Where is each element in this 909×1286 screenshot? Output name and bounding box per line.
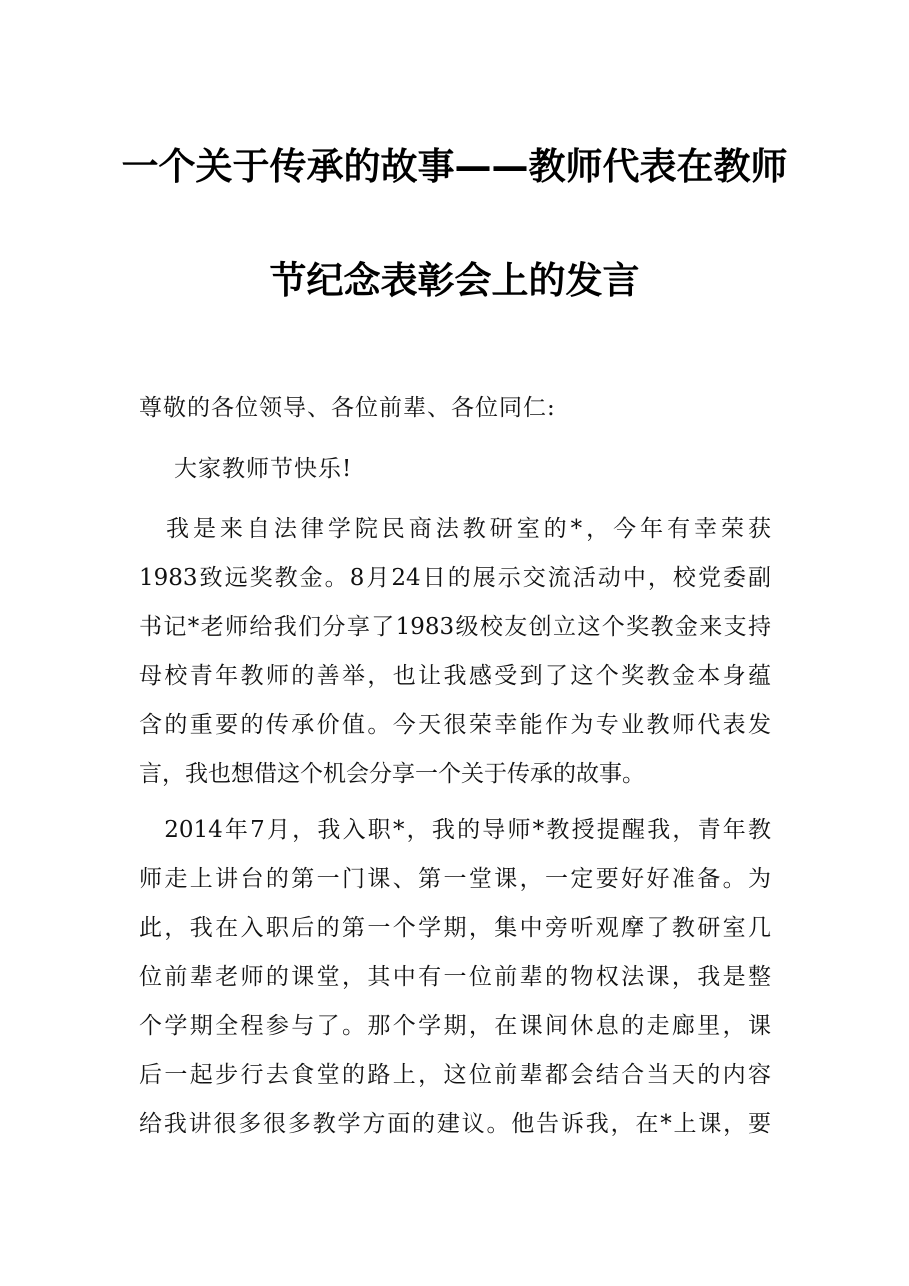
paragraph-line: 个学期全程参与了。那个学期，在课间休息的走廊里，课 (139, 1013, 771, 1039)
paragraph-2 (139, 806, 771, 1149)
paragraph-line: 师走上讲台的第一门课、第一堂课，一定要好好准备。为 (139, 866, 771, 892)
paragraph-line: 书记*老师给我们分享了1983级校友创立这个奖教金来支持 (139, 614, 771, 640)
paragraph-line: 2014年7月，我入职*，我的导师*教授提醒我，青年教 (139, 817, 771, 843)
paragraph-line: 我是来自法律学院民商法教研室的*，今年有幸荣获 (139, 516, 771, 542)
document-title-line-1: 一个关于传承的故事——教师代表在教师 (121, 145, 788, 188)
paragraph-line: 含的重要的传承价值。今天很荣幸能作为专业教师代表发 (139, 712, 771, 738)
paragraph-line: 母校青年教师的善举，也让我感受到了这个奖教金本身蕴 (139, 663, 771, 689)
paragraph-1 (139, 505, 771, 799)
document-title-line-2: 节纪念表彰会上的发言 (269, 259, 640, 302)
paragraph-line: 给我讲很多很多教学方面的建议。他告诉我，在*上课，要 (139, 1111, 771, 1137)
paragraph-line: 1983致远奖教金。8月24日的展示交流活动中，校党委副 (139, 565, 771, 591)
salutation: 尊敬的各位领导、各位前辈、各位同仁: (139, 395, 556, 421)
greeting: 大家教师节快乐! (174, 456, 353, 482)
paragraph-line: 此，我在入职后的第一个学期，集中旁听观摩了教研室几 (139, 915, 771, 941)
paragraph-line: 言，我也想借这个机会分享一个关于传承的故事。 (139, 761, 645, 787)
paragraph-line: 位前辈老师的课堂，其中有一位前辈的物权法课，我是整 (139, 964, 771, 990)
paragraph-line: 后一起步行去食堂的路上，这位前辈都会结合当天的内容 (139, 1062, 771, 1088)
